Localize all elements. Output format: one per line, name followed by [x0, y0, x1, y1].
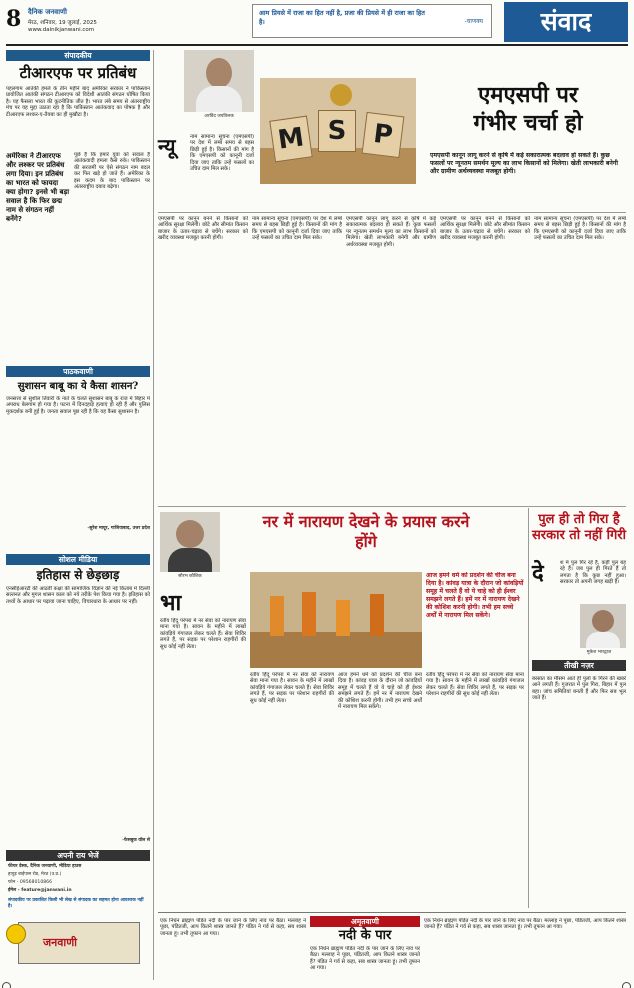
amrit-label: अमृतवाणी	[310, 916, 420, 927]
amrit-title: नदी के पार	[338, 928, 392, 943]
dateline: मेरठ, शनिवार, 19 जुलाई, 2025	[28, 20, 97, 26]
amrit-body-left: एक निर्धन ब्राह्मण पंडित नदी के पार जाने के लिए नाव पर बैठा। मल्लाह ने पूछा, पंडितजी, आप कितने शास्त्र जानते हैं? पंडित ने गर्व से कहा, सब शास्त्र जानता हूं। तभी तूफान आ गया।	[160, 918, 306, 937]
middle-body-2: रतीय हिंदू परंपरा में नर सेवा को नारायण सेवा माना गया है। सावन के महीने में लाखों कांवड़िये गंगाजल लेकर चलते हैं। सेवा शिविर लगते हैं, पर सड़क पर परेशान राहगीरों की सुध कोई नहीं लेता।	[250, 672, 334, 704]
ad-brand: जनवाणी	[43, 936, 78, 949]
reader-title: सुशासन बाबू का ये कैसा शासन?	[17, 381, 139, 392]
contact-line-4: ईमेल - feature@janwani.in	[8, 888, 72, 893]
msp-body-col4: एमएसपी पर कानून बनने से किसानों को आर्थिक सुरक्षा मिलेगी। छोटे और सीमांत किसान बाजार के उतार-चढ़ाव से बचेंगे। सरकार को खरीद व्यवस्था मजबूत करनी होगी।	[440, 216, 530, 242]
quote-box	[252, 4, 492, 38]
contact-line-3: फोन - 09568010866	[8, 880, 53, 885]
editorial-label: संपादकीय	[6, 50, 150, 61]
center-rule-top	[158, 212, 626, 213]
msp-body-col5: नाम सामान्य सूचना (एमएसपी) पर देश में लम्बे समय से बहस छिड़ी हुई है। किसानों की मांग है कि एमएसपी को कानूनी दर्जा दिया जाए ताकि उन्हें फसलों का उचित दाम मिल सके।	[534, 216, 626, 242]
right-standfirst: श में पुल गिर रहे हैं, कहीं पुल बह रहे हैं। जब पुल ही गिरते हैं तो लगता है कि कुछ नहीं हुआ। सरकार तो अपनी जगह खड़ी है।	[560, 560, 626, 586]
column-separator-right	[528, 508, 529, 908]
social-author: -फेसबुक वॉल से	[122, 838, 150, 843]
right-tag: तीखी नज़र	[532, 660, 626, 671]
contact-line-2: हापुड़ बाईपास रोड, मेरठ (उ.प्र.)	[8, 872, 62, 877]
reader-author: -सुरेश मायूर, गाजियाबाद, उत्तर प्रदेश	[87, 526, 150, 531]
editorial-body: पहलगाम आतंकी हमले के तीन महीने बाद अमेरिका सरकार ने पाकिस्तान प्रायोजित आतंकी संगठन टीआरएफ को विदेशी आतंकी संगठन घोषित किया है। यह फैसला भारत की कूटनीतिक जीत है। भारत लंबे समय से अंतरराष्ट्रीय मंच पर यह मुद्दा उठाता रहा है कि पाकिस्तान आतंकवाद का पोषक है और टीआरएफ लश्कर-ए-तैयबा का ही मुखौटा है।	[6, 86, 150, 118]
msp-headline-2: गंभीर चर्चा हो	[473, 110, 583, 136]
masthead-rule	[6, 44, 628, 46]
ad-seal-icon	[6, 924, 26, 944]
reader-label: पाठकवाणी	[6, 366, 150, 377]
editorial-pullquote: अमेरिका ने टीआरएफ और लश्कर पर प्रतिबंध लगा दिया। इन प्रतिबंध का भारत को फायदा क्या होगा? इनसे भी बड़ा सवाल है कि फिर छद्म नाम से संगठन नहीं बनेंगे?	[6, 152, 70, 223]
right-dropcap: दे	[532, 560, 544, 586]
quote-author: -चाणक्य	[464, 18, 483, 25]
main-headline: नर में नारायण देखने के प्रयास करने होंगे	[262, 512, 470, 551]
social-body: एनसीईआरटी की आठवीं कक्षा की सामाजिक विज्ञान की नई किताब में दिल्ली सल्तनत और मुगल शासन काल को नये तरीके पेश किया गया है। इतिहास को तथ्यों के आधार पर पढ़ाया जाना चाहिए, विचारधारा के आधार पर नहीं।	[6, 586, 150, 605]
right-body: बरसात का मौसम आते ही पुलों के गिरने की खबरें आने लगती हैं। गुजरात में पुल गिरा, बिहार में पुल बहा। जांच समितियां बनती हैं और फिर सब भूल जाते हैं।	[532, 676, 626, 702]
section-title: संवाद	[540, 7, 592, 36]
contact-label: अपनी राय भेजें	[6, 850, 150, 861]
badge-letter: न्यू	[158, 134, 176, 158]
middle-author-photo	[160, 512, 220, 572]
website: www.dainikjanwani.com	[28, 27, 95, 33]
middle-author-name: सौरभ कौशिक	[178, 574, 202, 579]
center-top-body: नाम सामान्य सूचना (एमएसपी) पर देश में लम्बे समय से बहस छिड़ी हुई है। किसानों की मांग है कि एमएसपी को कानूनी दर्जा दिया जाए ताकि उन्हें फसलों का उचित दाम मिल सके।	[190, 134, 254, 173]
middle-dropcap: भा	[160, 590, 182, 616]
middle-body-4: रतीय हिंदू परंपरा में नर सेवा को नारायण सेवा माना गया है। सावन के महीने में लाखों कांवड़िये गंगाजल लेकर चलते हैं। सेवा शिविर लगते हैं, पर सड़क पर परेशान राहगीरों की सुध कोई नहीं लेता।	[426, 672, 524, 698]
amrit-body-right: एक निर्धन ब्राह्मण पंडित नदी के पार जाने के लिए नाव पर बैठा। मल्लाह ने पूछा, पंडितजी, आप कितने शास्त्र जानते हैं? पंडित ने गर्व से कहा, सब शास्त्र जानता हूं। तभी तूफान आ गया।	[424, 918, 626, 931]
amrit-body-mid: एक निर्धन ब्राह्मण पंडित नदी के पार जाने के लिए नाव पर बैठा। मल्लाह ने पूछा, पंडितजी, आप कितने शास्त्र जानते हैं? पंडित ने गर्व से कहा, सब शास्त्र जानता हूं। तभी तूफान आ गया।	[310, 946, 420, 972]
right-author-photo	[580, 604, 626, 648]
middle-body-3: आज हमने धर्म को प्रदर्शन की चीज बना दिया है। कांवड़ यात्रा के दौरान जो कांवड़ियों समूह में चलते हैं वो ये चाहे को ही ईश्वर समझने लगते हैं। हमें नर में नारायण देखने की कोशिश करनी होगी। तभी हम सच्चे अर्थों में नारायण मिल सकेंगे।	[338, 672, 422, 711]
page-number: 8	[6, 6, 22, 32]
msp-letter-m: M	[276, 122, 306, 156]
editorial-body-2: पूछे हैं कि हमारे युवा को सवाल है आतंकवादी हमला कैसे रुके। पाकिस्तान की सरजमीं पर ऐसे संगठन नाम बदल कर फिर खड़े हो जाते हैं। अमेरिका के इस कदम के बाद पाकिस्तान पर अंतरराष्ट्रीय दबाव बढ़ेगा।	[74, 152, 150, 191]
column-separator	[153, 50, 154, 980]
msp-body-col2: नाम सामान्य सूचना (एमएसपी) पर देश में लम्बे समय से बहस छिड़ी हुई है। किसानों की मांग है कि एमएसपी को कानूनी दर्जा दिया जाए ताकि उन्हें फसलों का उचित दाम मिल सके।	[252, 216, 342, 242]
reader-body: जनसत्ता से सुशील तिवारी के नाते के चलते सुशासन बाबू के राज में बिहार में अपराध बेलगाम हो गया है। पटना में दिनदहाड़े हत्याएं हो रही हैं और पुलिस मूकदर्शक बनी हुई है। जनता सवाल पूछ रही है कि यह कैसा सुशासन है।	[6, 396, 150, 415]
registration-mark	[2, 982, 11, 988]
msp-body-col3: एमएसपी कानून लागू करने से कृषि में कई सकारात्मक बदलाव हो सकते हैं। कुछ फसलों पर न्यूनतम समर्थन मूल्य का लाभ किसानों को मिलेगा। खेती लाभकारी बनेगी और ग्रामीण अर्थव्यवस्था मजबूत होगी।	[346, 216, 436, 248]
right-headline: पुल ही तो गिरा है सरकार तो नहीं गिरी	[532, 512, 626, 543]
author-name: अरविंद जयतिलक	[204, 114, 234, 119]
msp-letter-p: P	[371, 118, 395, 152]
middle-standfirst: आज हमने धर्म को प्रदर्शन की चीज बना दिया है। कांवड़ यात्रा के दौरान जो कांवड़ियों समूह में चलते हैं वो ये चाहे को ही ईश्वर समझने लगते हैं। हमें नर में नारायण देखने की कोशिश करनी होगी। तभी हम सच्चे अर्थों में नारायण मिल सकेंगे।	[426, 572, 524, 619]
quote-text: आम प्रियसे में राजा का हित नहीं है, प्रजा की प्रियसे में ही राजा का हित है।	[259, 9, 425, 26]
msp-headline-1: एमएसपी पर	[478, 82, 578, 108]
paper-name: दैनिक जनवाणी	[28, 8, 67, 16]
registration-mark	[622, 982, 631, 988]
ad-thumbnail	[18, 922, 140, 964]
msp-letter-s: S	[327, 116, 347, 146]
section-banner	[504, 2, 628, 42]
bottom-rule	[158, 912, 626, 913]
msp-body-col1: एमएसपी पर कानून बनने से किसानों को आर्थिक सुरक्षा मिलेगी। छोटे और सीमांत किसान बाजार के उतार-चढ़ाव से बचेंगे। सरकार को खरीद व्यवस्था मजबूत करनी होगी।	[158, 216, 248, 242]
msp-deck: एमएसपी कानून लागू करने से कृषि में कई सकारात्मक बदलाव हो सकते हैं। कुछ फसलों पर न्यूनतम समर्थन मूल्य का लाभ किसानों को मिलेगा। खेती लाभकारी बनेगी और ग्रामीण अर्थव्यवस्था मजबूत होगी।	[430, 152, 618, 175]
author-photo	[184, 50, 254, 112]
editorial-title: टीआरएफ पर प्रतिबंध	[19, 64, 137, 82]
social-title: इतिहास से छेड़छाड़	[36, 568, 120, 582]
center-rule-mid	[158, 506, 626, 507]
contact-note: संपादकीय पर प्रकाशित किसी भी लेख से संपादक का सहमत होना आवश्यक नहीं है।	[8, 898, 144, 909]
msp-photo	[260, 78, 416, 184]
kanwar-photo	[250, 572, 422, 668]
social-label: सोशल मीडिया	[6, 554, 150, 565]
right-author-name: मुकेश भारद्वाज	[586, 650, 612, 655]
contact-line-1: फीचर डेस्क, दैनिक जनवाणी, मीडिया हाउस	[8, 864, 82, 869]
middle-body-1: रतीय हिंदू परंपरा में नर सेवा को नारायण सेवा माना गया है। सावन के महीने में लाखों कांवड़िये गंगाजल लेकर चलते हैं। सेवा शिविर लगते हैं, पर सड़क पर परेशान राहगीरों की सुध कोई नहीं लेता।	[160, 618, 246, 650]
